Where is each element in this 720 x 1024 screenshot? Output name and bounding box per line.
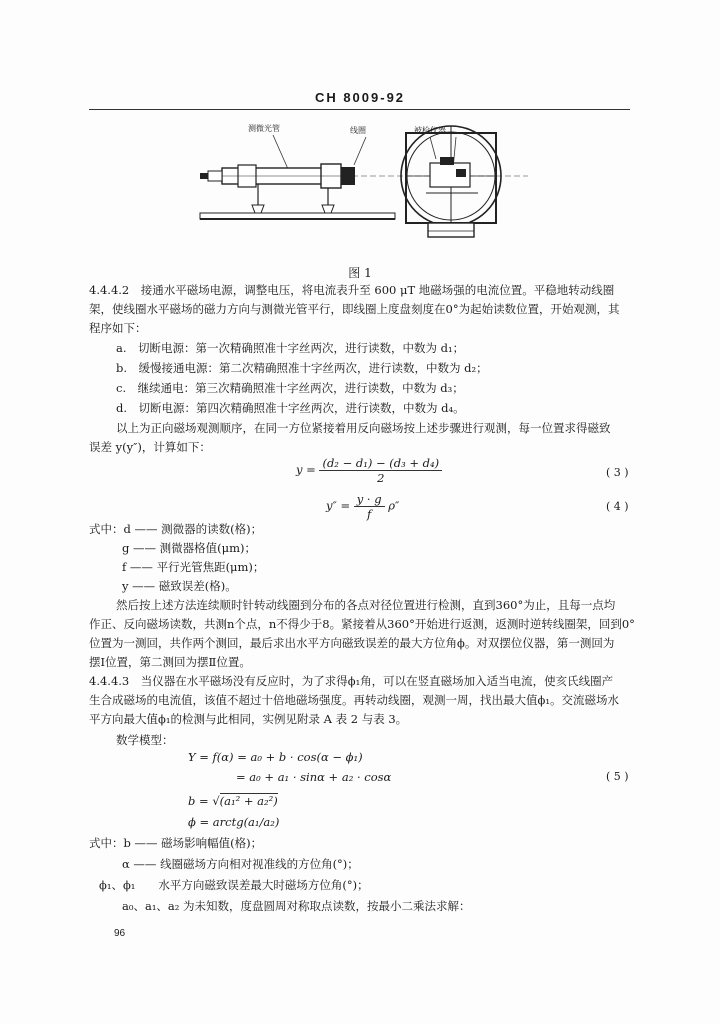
eq5-line-b: = a₀ + a₁ · sinα + a₂ · cosα — [236, 770, 392, 784]
figure-label-coil: 线圈 — [350, 126, 366, 135]
sec-4442-line-2: 架，使线圈水平磁场的磁力方向与测微光管平行，即线圈上度盘刻度在0°为起始读数位置，开始观测，其 — [89, 302, 620, 316]
step-d-text: 切断电源：第四次精确照准十字丝两次，进行读数，中数为 d₄。 — [138, 401, 465, 415]
eq-b — [188, 794, 278, 808]
eq4-numerator: y · g — [354, 492, 385, 507]
eq5-line-a: Y = f(α) = a₀ + b · cos(α − ϕ₁) — [188, 750, 363, 764]
where2-b: 式中：b —— 磁场影响幅值(格)； — [89, 836, 263, 850]
where2-alpha: α —— 线圈磁场方向相对视准线的方位角(°)； — [122, 857, 359, 871]
figure-label-tube: 测微光管 — [248, 124, 280, 133]
page-header-standard: CH 8009-92 — [314, 90, 406, 105]
eq4-tail: ρ″ — [388, 498, 400, 513]
figure-label-instrument: 被检仪器 — [414, 126, 446, 135]
step-a-label: a. — [116, 341, 127, 355]
step-c-label: c. — [116, 381, 127, 395]
sec-4442-line-1: 4.4.4.2 接通水平磁场电源，调整电压，将电流表升至 600 μT 地磁场强的电流位置。平稳地转动线圈 — [89, 283, 615, 297]
para-rotate-line-2: 作正、反向磁场读数，共测n个点，n不得少于8。紧接着从360°开始进行返测，返测时逆转线圈架，回到0° — [89, 617, 635, 631]
equation-3 — [296, 456, 442, 485]
where1-intro: 式中：d —— 测微器的读数(格)； — [89, 522, 263, 536]
eq3-denominator: 2 — [377, 471, 385, 485]
para-rotate-line-1: 然后按上述方法连续顺时针转动线圈到分布的各点对径位置进行检测，直到360°为止，且每一点均 — [116, 598, 616, 612]
figure-1 — [178, 113, 538, 258]
eq3-number: ( 3 ) — [606, 466, 629, 479]
step-a-text: 切断电源：第一次精确照准十字丝两次，进行读数，中数为 d₁； — [138, 341, 465, 355]
figure-caption: 图 1 — [348, 266, 372, 280]
equation-4 — [326, 492, 399, 521]
eq4-number: ( 4 ) — [606, 500, 629, 513]
sec-4442-line-3: 程序如下： — [89, 321, 147, 335]
eq-b-radicand: (a₁² + a₂²) — [219, 794, 278, 808]
sqrt-sign-icon: √ — [212, 794, 220, 808]
para-reverse-line-2: 误差 y(y″)，计算如下： — [89, 440, 211, 454]
eq3-numerator: (d₂ − d₁) − (d₃ + d₄) — [319, 456, 442, 471]
step-b-text: 缓慢接通电源：第二次精确照准十字丝两次，进行读数，中数为 d₂； — [138, 361, 488, 375]
step-a — [116, 340, 464, 356]
sec-4443-line-2: 生合成磁场的电流值，该值不超过十倍地磁场强度。再转动线圈，观测一周，找出最大值ϕ₁。交流磁场水 — [89, 693, 619, 707]
where1-y: y —— 磁致误差(格)。 — [122, 579, 237, 593]
step-c-text: 继续通电：第三次精确照准十字丝两次，进行读数，中数为 d₃； — [137, 381, 464, 395]
eq4-lhs: y″ = — [326, 498, 351, 513]
eq4-denominator: f — [367, 507, 372, 521]
where2-a: a₀、a₁、a₂ 为未知数，度盘圆周对称取点读数，按最小二乘法求解： — [122, 899, 471, 913]
eq4-fraction — [354, 492, 385, 521]
step-b — [116, 360, 488, 376]
para-rotate-line-4: 摆Ⅰ位置，第二测回为摆Ⅱ位置。 — [89, 655, 251, 669]
eq-b-lhs: b = — [188, 794, 209, 808]
step-d-label: d. — [116, 401, 128, 415]
eq5-number: ( 5 ) — [606, 770, 629, 783]
step-b-label: b. — [116, 361, 128, 375]
model-title: 数学模型： — [116, 733, 174, 747]
eq3-fraction — [319, 456, 442, 485]
header-rule — [89, 109, 630, 110]
step-c — [116, 380, 464, 396]
eq3-lhs: y = — [296, 462, 316, 477]
eq-phi: ϕ = arctg(a₁/a₂) — [188, 815, 280, 829]
para-reverse-line-1: 以上为正向磁场观测顺序，在同一方位紧接着用反向磁场按上述步骤进行观测，每一位置求得磁致 — [116, 421, 611, 435]
figure-1-drawing — [178, 113, 538, 258]
sec-4443-line-3: 平方向最大值ϕ₁的检测与此相同，实例见附录 A 表 2 与表 3。 — [89, 712, 408, 726]
page-number: 96 — [114, 928, 126, 939]
where1-f: f —— 平行光管焦距(μm)； — [122, 560, 265, 574]
para-rotate-line-3: 位置为一测回，共作两个测回，最后求出水平方向磁致误差的最大方位角ϕ。对双摆位仪器，第一测回为 — [89, 636, 615, 650]
step-d — [116, 400, 465, 416]
where2-phi: ϕ₁、ϕ₁ 水平方向磁致误差最大时磁场方位角(°)； — [99, 878, 369, 892]
where1-g: g —— 测微器格值(μm)； — [122, 541, 257, 555]
sec-4443-line-1: 4.4.4.3 当仪器在水平磁场没有反应时，为了求得ϕ₁角，可以在竖直磁场加入适当电流，使亥氏线圈产 — [89, 674, 614, 688]
